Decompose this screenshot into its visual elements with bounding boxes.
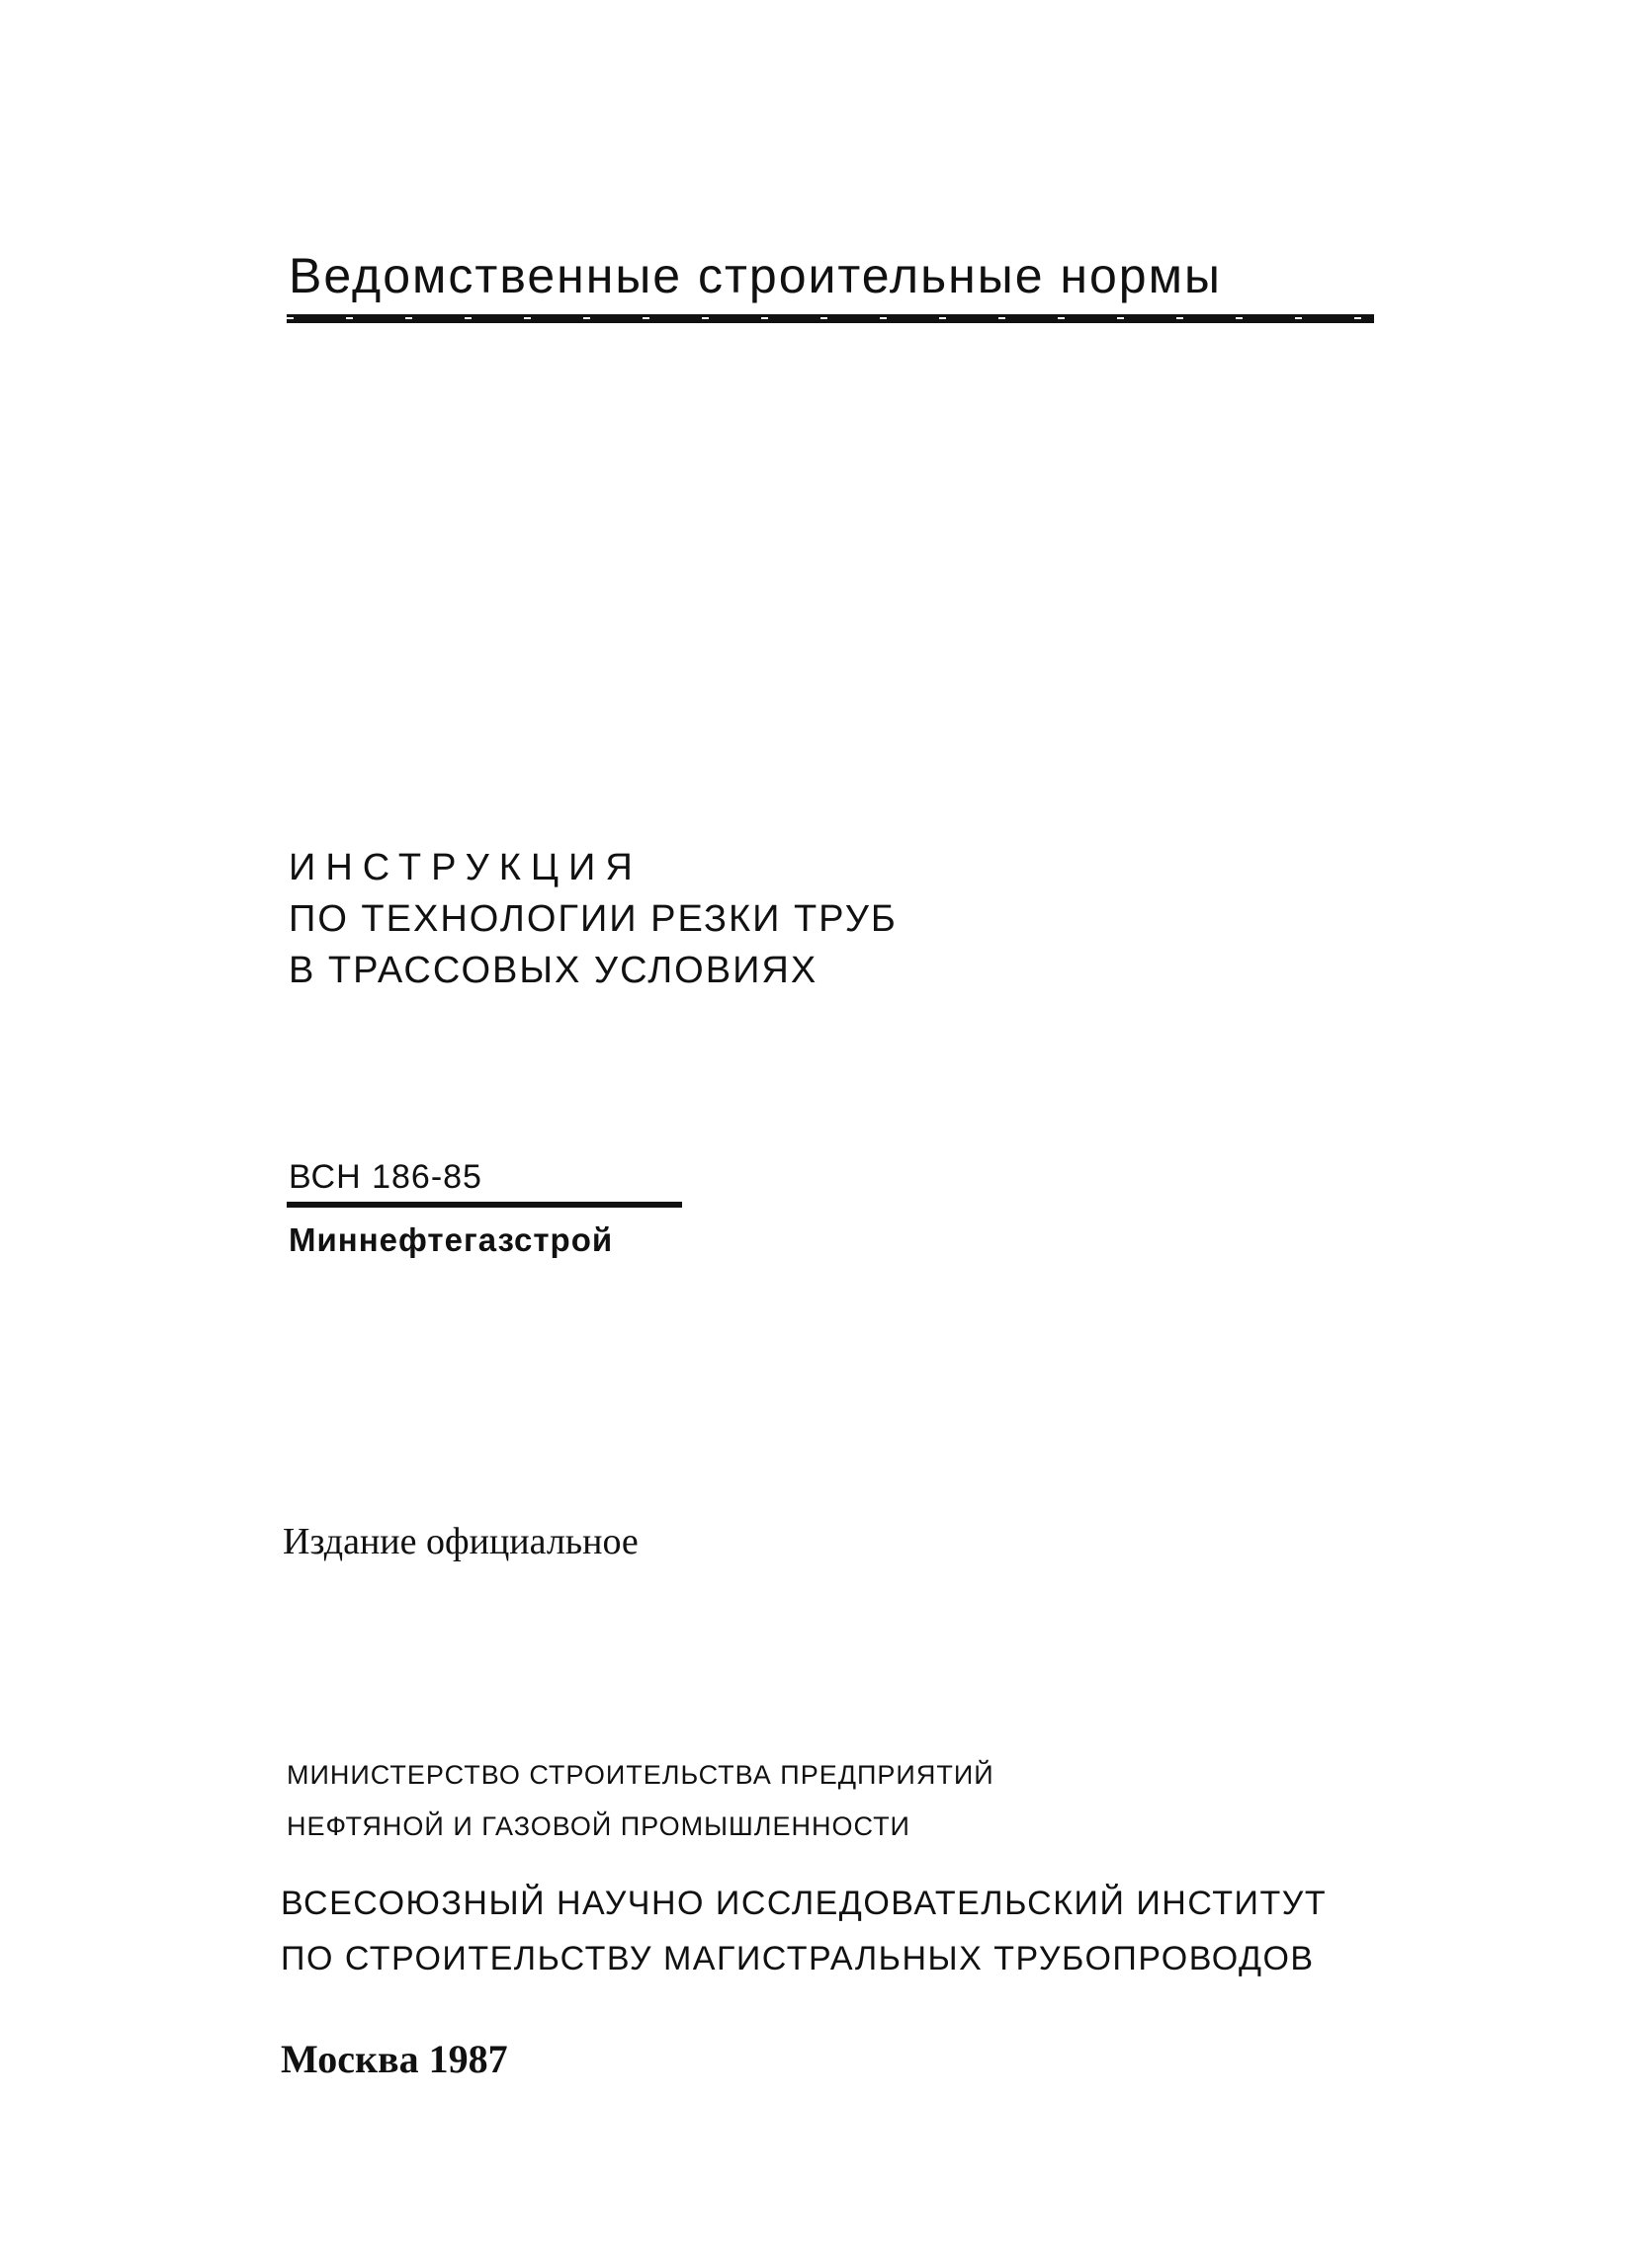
ministry-name-line: НЕФТЯНОЙ И ГАЗОВОЙ ПРОМЫШЛЕННОСТИ — [287, 1811, 910, 1841]
document-title — [289, 842, 898, 996]
document-organization: Миннефтегазстрой — [289, 1221, 614, 1258]
document-code-underline — [287, 1202, 682, 1208]
document-title-line: ПО ТЕХНОЛОГИИ РЕЗКИ ТРУБ — [289, 898, 898, 940]
document-title-line: В ТРАССОВЫХ УСЛОВИЯХ — [289, 950, 818, 991]
institute-name-line: ВСЕСОЮЗНЫЙ НАУЧНО ИССЛЕДОВАТЕЛЬСКИЙ ИНСТИТУТ — [281, 1885, 1328, 1922]
series-underline — [287, 314, 1374, 323]
series-title: Ведомственные строительные нормы — [289, 248, 1222, 303]
imprint-place-year: Москва 1987 — [281, 2037, 508, 2081]
ministry-name — [287, 1749, 994, 1852]
document-title-line: ИНСТРУКЦИЯ — [289, 847, 643, 888]
institute-name-line: ПО СТРОИТЕЛЬСТВУ МАГИСТРАЛЬНЫХ ТРУБОПРОВОДОВ — [281, 1940, 1315, 1977]
document-code: ВСН 186-85 — [289, 1158, 482, 1196]
edition-label: Издание официальное — [283, 1521, 639, 1562]
institute-name — [281, 1876, 1327, 1986]
ministry-name-line: МИНИСТЕРСТВО СТРОИТЕЛЬСТВА ПРЕДПРИЯТИЙ — [287, 1760, 994, 1790]
